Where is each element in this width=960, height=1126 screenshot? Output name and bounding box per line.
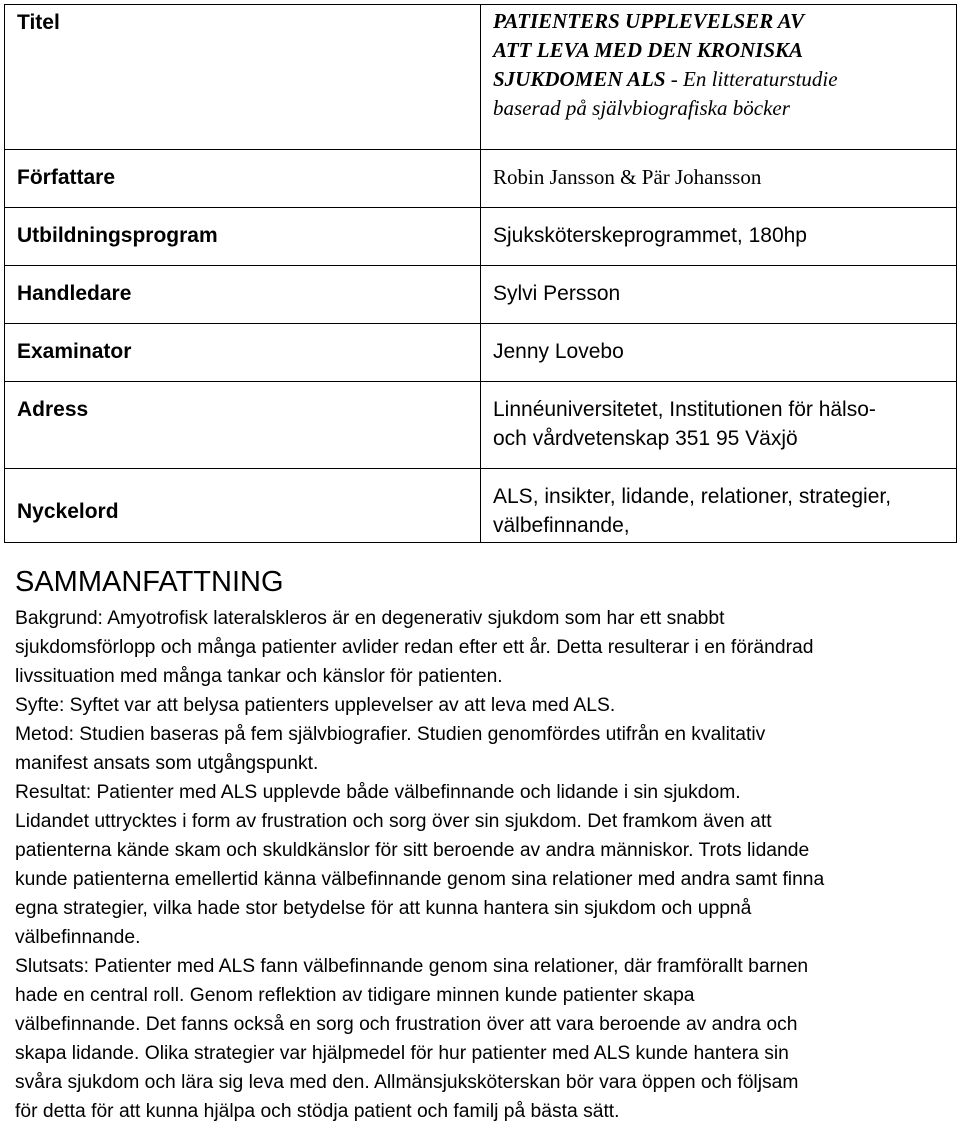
title-line-3-bold: SJUKDOMEN ALS	[493, 67, 666, 91]
abstract-line: livssituation med många tankar och känslor för patienten.	[15, 666, 503, 687]
abstract-line: egna strategier, vilka hade stor betydelse för att kunna hantera sin sjukdom och uppnå	[15, 898, 752, 919]
supervisor-value: Sylvi Persson	[493, 282, 621, 305]
title-line-4: baserad på självbiografiska böcker	[493, 96, 790, 120]
title-line-2: ATT LEVA MED DEN KRONISKA	[493, 38, 804, 62]
abstract-line: patienterna kände skam och skuldkänslor för sitt beroende av andra människor. Trots lidande	[15, 840, 810, 861]
title-line-1: PATIENTERS UPPLEVELSER AV	[493, 9, 805, 33]
examiner-row	[5, 324, 957, 382]
abstract-line: skapa lidande. Olika strategier var hjälpmedel för hur patienter med ALS kunde hantera sin	[15, 1043, 789, 1064]
abstract-line: svåra sjukdom och lära sig leva med den. Allmänsjuksköterskan bör vara öppen och följsam	[15, 1072, 799, 1093]
author-row	[5, 150, 957, 208]
abstract-line: Resultat: Patienter med ALS upplevde både välbefinnande och lidande i sin sjukdom.	[15, 782, 741, 803]
abstract-line: Lidandet uttrycktes i form av frustration och sorg över sin sjukdom. Det framkom även att	[15, 811, 772, 832]
examiner-label: Examinator	[17, 340, 132, 363]
title-row	[5, 5, 957, 150]
abstract-heading: SAMMANFATTNING	[15, 566, 284, 598]
keywords-line-1: ALS, insikter, lidande, relationer, strategier,	[493, 485, 892, 508]
keywords-label: Nyckelord	[17, 500, 119, 523]
supervisor-row	[5, 266, 957, 324]
address-label: Adress	[17, 398, 89, 421]
abstract-line: välbefinnande.	[15, 927, 141, 948]
abstract-line: kunde patienterna emellertid känna välbefinnande genom sina relationer med andra samt finna	[15, 869, 825, 890]
title-value	[481, 5, 956, 123]
keywords-value	[481, 469, 956, 540]
abstract-body	[15, 604, 955, 1126]
abstract-line: Metod: Studien baseras på fem självbiografier. Studien genomfördes utifrån en kvalitativ	[15, 724, 766, 745]
keywords-line-2: välbefinnande,	[493, 514, 630, 537]
abstract-line: Slutsats: Patienter med ALS fann välbefinnande genom sina relationer, där framförallt barnen	[15, 956, 809, 977]
program-value: Sjuksköterskeprogrammet, 180hp	[493, 224, 807, 247]
title-line-3-rest: - En litteraturstudie	[665, 67, 838, 91]
author-label: Författare	[17, 166, 116, 189]
abstract-line: manifest ansats som utgångspunkt.	[15, 753, 319, 774]
program-row	[5, 208, 957, 266]
abstract-line: Bakgrund: Amyotrofisk lateralskleros är en degenerativ sjukdom som har ett snabbt	[15, 608, 725, 629]
abstract-line: välbefinnande. Det fanns också en sorg och frustration över att vara beroende av andra och	[15, 1014, 798, 1035]
program-label: Utbildningsprogram	[17, 224, 218, 247]
abstract-line: Syfte: Syftet var att belysa patienters upplevelser av att leva med ALS.	[15, 695, 616, 716]
title-line-3	[493, 65, 956, 94]
author-value: Robin Jansson & Pär Johansson	[493, 165, 762, 189]
abstract-line: för detta för att kunna hjälpa och stödja patient och familj på bästa sätt.	[15, 1101, 620, 1122]
address-row	[5, 382, 957, 469]
examiner-value: Jenny Lovebo	[493, 340, 624, 363]
supervisor-label: Handledare	[17, 282, 132, 305]
abstract-line: sjukdomsförlopp och många patienter avlider redan efter ett år. Detta resulterar i en förändrad	[15, 637, 814, 658]
abstract-line: hade en central roll. Genom reflektion av tidigare minnen kunde patienter skapa	[15, 985, 695, 1006]
keywords-row	[5, 469, 957, 543]
address-line-1: Linnéuniversitetet, Institutionen för hälso-	[493, 398, 876, 421]
address-value	[481, 382, 956, 453]
metadata-table	[4, 4, 957, 543]
title-label: Titel	[17, 11, 60, 34]
address-line-2: och vårdvetenskap 351 95 Växjö	[493, 427, 798, 450]
